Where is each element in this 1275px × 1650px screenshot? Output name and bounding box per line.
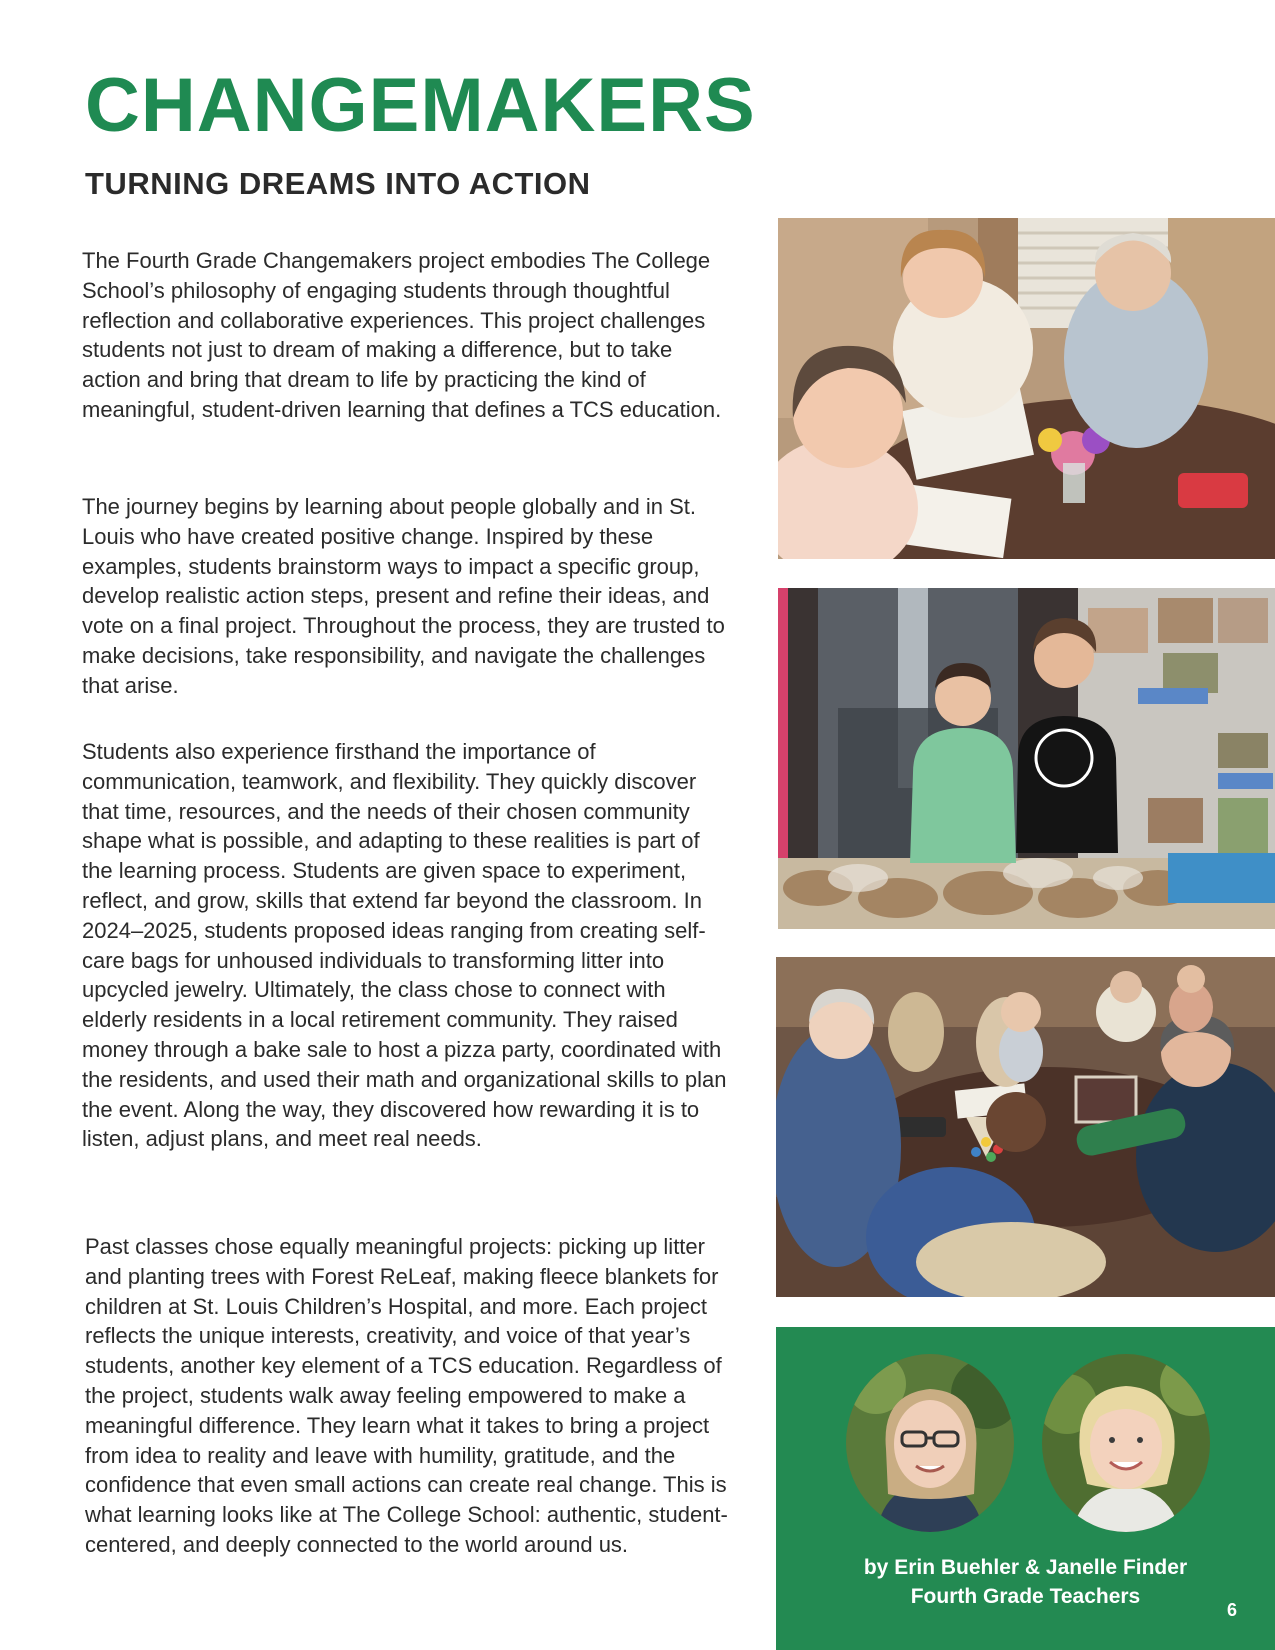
article-paragraph-4: Past classes chose equally meaningful projects: picking up litter and planting trees with Forest ReLeaf, making fleece blankets for children at St. Louis Children’s Hospital, and more. Each project reflects the unique interests, creativity, and voice of that year’s students, another key element of a TCS education. Regardless of the project, students walk away feeling empowered to make a meaningful difference. They learn what it takes to bring a project from idea to reality and leave with humility, gratitude, and the confidence that even small actions can create real change. This is what learning looks like at The College School: authentic, student-centered, and deeply connected to the world around us. [85, 1234, 728, 1557]
article-paragraph-1: The Fourth Grade Changemakers project embodies The College School’s philosophy of engaging students through thoughtful reflection and collaborative experiences. This project challenges students not just to dream of making a difference, but to take action and bring that dream to life by practicing the kind of meaningful, student-driven learning that defines a TCS education. [82, 248, 722, 422]
article-paragraph-2: The journey begins by learning about people globally and in St. Louis who have created positive change. Inspired by these examples, students brainstorm ways to impact a specific group, develop realistic action steps, present and refine their ideas, and vote on a final project. Throughout the process, they are trusted to make decisions, take responsibility, and navigate the challenges that arise. [82, 494, 725, 698]
author-names: by Erin Buehler & Janelle Finder [863, 1556, 1188, 1579]
article-paragraph-3: Students also experience firsthand the importance of communication, teamwork, and flexibility. They quickly discover that time, resources, and the needs of their chosen community shape what is possible, and adapting to these realities is part of the learning process. Students are given space to experiment, reflect, and grow, skills that extend far beyond the classroom. In 2024–2025, students proposed ideas ranging from creating self-care bags for unhoused individuals to transforming litter into upcycled jewelry. Ultimately, the class chose to connect with elderly residents in a local retirement community. They raised money through a bake sale to host a pizza party, coordinated with the residents, and used their math and organizational skills to plan the event. Along the way, they discovered how rewarding it is to listen, adjust plans, and meet real needs. [82, 739, 727, 1152]
author-role: Fourth Grade Teachers [910, 1585, 1141, 1608]
author-panel [776, 1327, 1275, 1650]
author-portrait-erin-buehler [846, 1354, 1014, 1532]
author-portrait-janelle-finder [1042, 1354, 1210, 1532]
photo-game-with-residents [776, 957, 1275, 1297]
page-subtitle: TURNING DREAMS INTO ACTION [85, 166, 591, 201]
page-number: 6 [1227, 1600, 1238, 1620]
photo-students-with-resident [778, 218, 1275, 559]
photo-bake-sale-students [778, 588, 1275, 929]
page-title: CHANGEMAKERS [85, 63, 756, 148]
